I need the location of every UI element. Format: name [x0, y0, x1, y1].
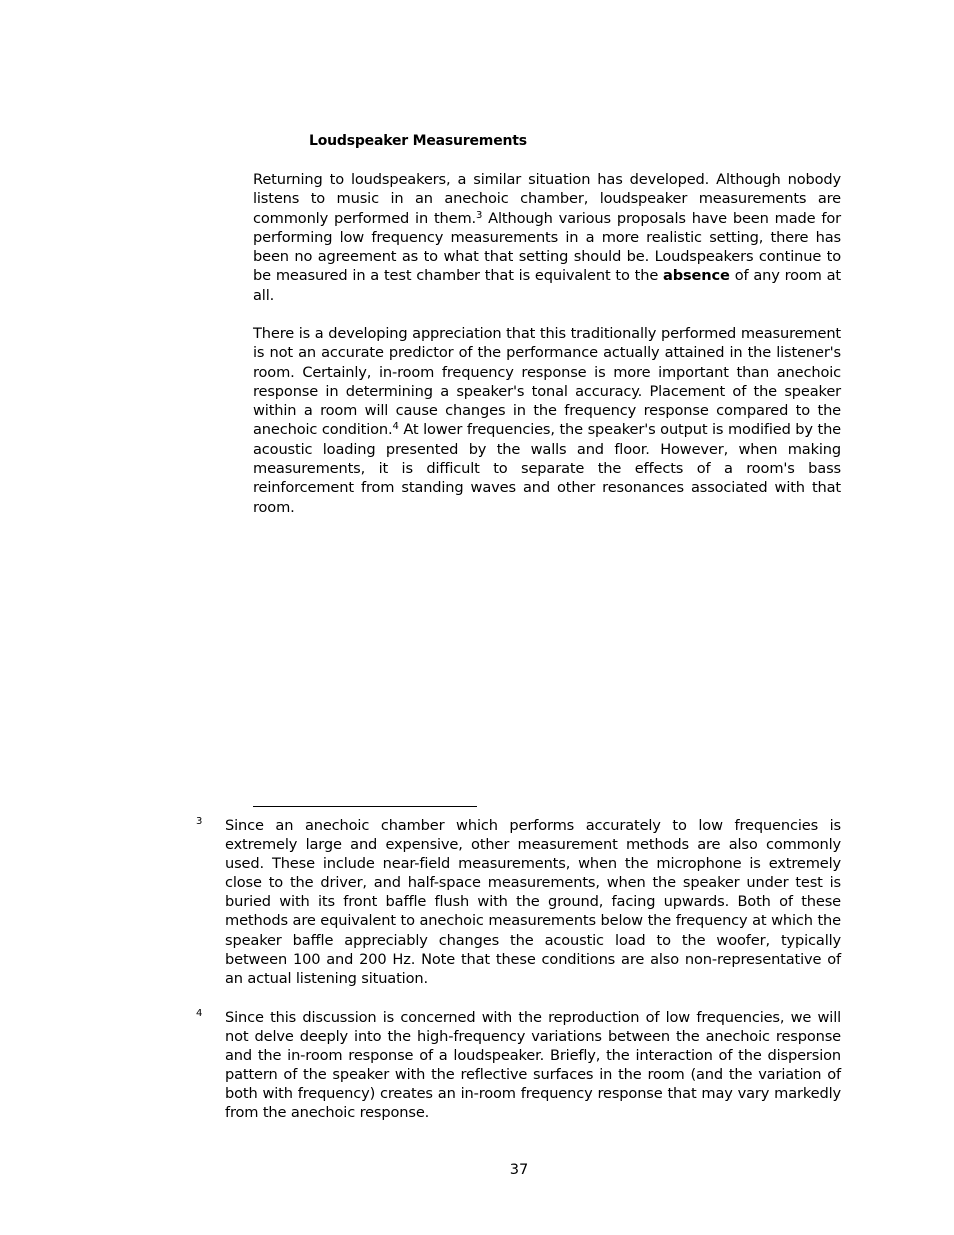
emphasis-absence: absence [663, 267, 730, 285]
paragraph-1-text-start: Returning to loudspeakers, a similar situation has developed. Although nobody listens to music in an anechoic chamber, loudspeaker measurements are commonly performed in them. [253, 171, 841, 227]
paragraph-2-text-end: At lower frequencies, the speaker's output is modified by the acoustic loading presented by the walls and floor. However, when making measurements, it is difficult to separate the effects of a room's bass reinforcement from standing waves and other resonances associated with that room. [253, 421, 841, 516]
footnote-separator [253, 806, 477, 807]
footnote-number: 4 [196, 1008, 203, 1019]
body-paragraph-2 [253, 324, 841, 517]
body-paragraph-1 [253, 170, 841, 305]
paragraph-1-text-end: of any room at all. [253, 267, 841, 304]
footnote-text: Since an anechoic chamber which performs accurately to low frequencies is extremely large and expensive, other measurement methods are also commonly used. These include near-field measurements, when the microphone is extremely close to the driver, and half-space measurements, when the speaker under test is buried with its front baffle flush with the ground, facing upwards. Both of these methods are equivalent to anechoic measurements below the frequency at which the speaker baffle appreciably changes the acoustic load to the woofer, typically between 100 and 200 Hz. Note that these conditions are also non-representative of an actual listening situation. [225, 817, 841, 987]
footnote-number: 3 [196, 816, 203, 827]
paragraph-1-text-middle: Although various proposals have been made for performing low frequency measurements in a more realistic setting, there has been no agreement as to what that setting should be. Loudspeakers continue to be measured in a test chamber that is equivalent to the [253, 209, 841, 285]
page-number: 37 [509, 1161, 529, 1178]
section-heading: Loudspeaker Measurements [309, 133, 527, 149]
footnote-ref-3[interactable]: 3 [476, 209, 483, 221]
footnote-ref-4[interactable]: 4 [392, 421, 399, 433]
paragraph-2-text-start: There is a developing appreciation that this traditionally performed measurement is not an accurate predictor of the performance actually attained in the listener's room. Certainly, in-room frequency response is more important than anechoic response in determining a speaker's tonal accuracy. Placement of the speaker within a room will cause changes in the frequency response compared to the anechoic condition. [253, 325, 841, 439]
footnote-text: Since this discussion is concerned with the reproduction of low frequencies, we will not delve deeply into the high-frequency variations between the anechoic response and the in-room response of a loudspeaker. Briefly, the interaction of the dispersion pattern of the speaker with the reflective surfaces in the room (and the variation of both with frequency) creates an in-room frequency response that may vary markedly from the anechoic response. [225, 1009, 841, 1122]
